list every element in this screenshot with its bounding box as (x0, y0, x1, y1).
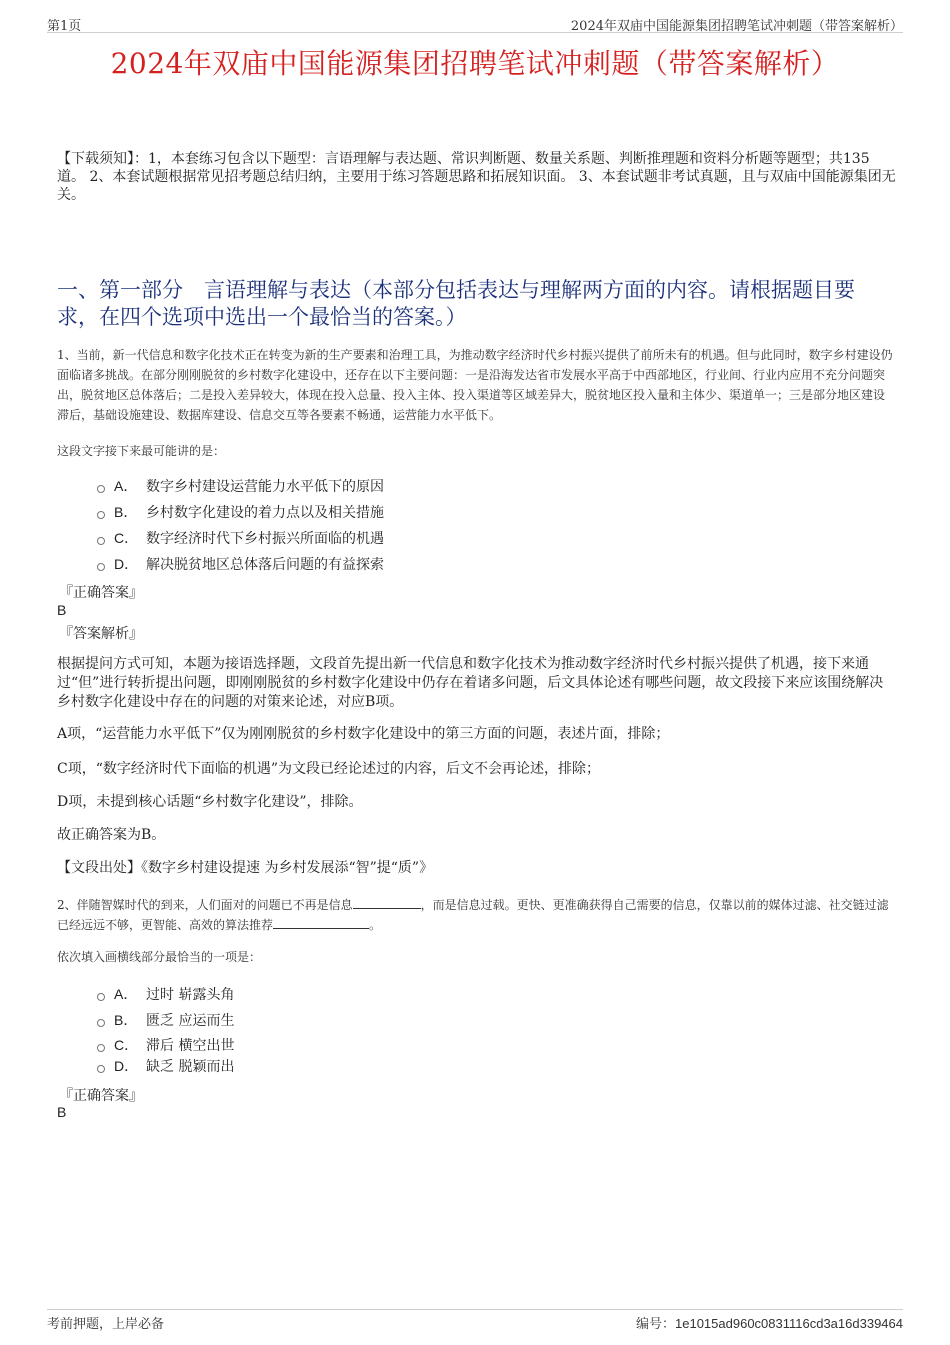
option-letter: C． (114, 1037, 139, 1053)
footer-code-label: 编号： (636, 1317, 676, 1332)
analysis-paragraph: C项，“数字经济时代下面临的机遇”为文段已经论述过的内容，后文不会再论述，排除； (57, 761, 601, 777)
option-letter: D． (114, 1058, 139, 1074)
radio-icon[interactable] (97, 563, 105, 571)
radio-icon[interactable] (97, 511, 105, 519)
footer-slogan: 考前押题，上岸必备 (47, 1317, 165, 1332)
question-1-answer: B (57, 602, 67, 618)
question-1-analysis-label: 『答案解析』 (59, 626, 143, 642)
question-1-option-a[interactable] (97, 476, 384, 496)
option-text: 过时 崭露头角 (146, 987, 235, 1003)
option-letter: B． (114, 1012, 138, 1028)
question-1-stem: 1、当前，新一代信息和数字化技术正在转变为新的生产要素和治理工具，为推动数字经济时代乡村振兴提供了前所未有的机遇。但与此同时，数字乡村建设仍面临诸多挑战。在部分刚刚脱贫的乡村数字化建设中，还存在以下主要问题：一是沿海发达省市发展水平高于中西部地区，行业间、行业内应用不充分问题突出，脱贫地区总体落后；二是投入差异较大，体现在投入总量、投入主体、投入渠道等区域差异大，脱贫地区投入量和主体少、渠道单一；三是部分地区建设滞后，基础设施建设、数据库建设、信息交互等各要素不畅通，运营能力水平低下。 (57, 348, 893, 422)
question-2-prompt: 依次填入画横线部分最恰当的一项是： (57, 950, 262, 964)
question-2-stem-part: 2、伴随智媒时代的到来，人们面对的问题已不再是信息 (57, 898, 353, 912)
question-2-option-c[interactable] (97, 1035, 234, 1055)
option-text: 解决脱贫地区总体落后问题的有益探索 (146, 557, 384, 573)
radio-icon[interactable] (97, 485, 105, 493)
question-1-option-c[interactable] (97, 528, 384, 548)
analysis-paragraph: 故正确答案为B。 (57, 827, 166, 843)
option-text: 乡村数字化建设的着力点以及相关措施 (146, 505, 384, 521)
option-text: 数字经济时代下乡村振兴所面临的机遇 (146, 531, 384, 547)
download-notice: 【下载须知】：1，本套练习包含以下题型：言语理解与表达题、常识判断题、数量关系题、判断推理题和资料分析题等题型；共135道。 2、本套试题根据常见招考题总结归纳，主要用于练习答题思路和拓展知识面。 3、本套试题非考试真题，且与双庙中国能源集团无关。 (57, 151, 896, 203)
question-2-answer-label: 『正确答案』 (59, 1088, 143, 1104)
option-text: 缺乏 脱颖而出 (146, 1059, 235, 1075)
option-text: 数字乡村建设运营能力水平低下的原因 (146, 479, 384, 495)
analysis-paragraph: 根据提问方式可知，本题为接语选择题，文段首先提出新一代信息和数字化技术为推动数字经济时代乡村振兴提供了机遇，接下来通过“但”进行转折提出问题，即刚刚脱贫的乡村数字化建设中仍存在着诸多问题，后文具体论述有哪些问题，故文段接下来应该围绕解决乡村数字化建设中存在的问题的对策来论述，对应B项。 (57, 656, 884, 710)
page-title: 2024年双庙中国能源集团招聘笔试冲刺题（带答案解析） (110, 47, 840, 80)
radio-icon[interactable] (97, 1019, 105, 1027)
question-2-answer: B (57, 1104, 67, 1120)
fill-blank (273, 916, 369, 929)
radio-icon[interactable] (97, 993, 105, 1001)
question-2-option-d[interactable] (97, 1056, 234, 1076)
question-2-stem-part: ，而是信息过载。更快、更准确获得自己需要的信息，仅靠以前的媒体过滤、社交链过滤已经远远不够，更智能、高效的算法推荐 (57, 898, 889, 932)
footer-divider (47, 1309, 903, 1310)
question-1-answer-label: 『正确答案』 (59, 585, 143, 601)
option-letter: D． (114, 556, 139, 572)
question-2-stem (57, 895, 893, 935)
source-citation: 【文段出处】《数字乡村建设提速 为乡村发展添“智”提“质”》 (57, 860, 434, 876)
fill-blank (353, 896, 421, 909)
question-1-option-b[interactable] (97, 502, 384, 522)
option-text: 滞后 横空出世 (146, 1038, 235, 1054)
option-text: 匮乏 应运而生 (146, 1013, 235, 1029)
radio-icon[interactable] (97, 537, 105, 545)
radio-icon[interactable] (97, 1065, 105, 1073)
radio-icon[interactable] (97, 1044, 105, 1052)
analysis-paragraph: D项，未提到核心话题“乡村数字化建设”，排除。 (57, 794, 363, 810)
option-letter: B． (114, 504, 138, 520)
option-letter: C． (114, 530, 139, 546)
question-2-option-b[interactable] (97, 1010, 234, 1030)
section-heading: 一、第一部分 言语理解与表达（本部分包括表达与理解两方面的内容。请根据题目要求，在四个选项中选出一个最恰当的答案。） (57, 278, 855, 329)
footer-code (636, 1313, 903, 1332)
header-doc-title: 2024年双庙中国能源集团招聘笔试冲刺题（带答案解析） (570, 19, 903, 34)
analysis-paragraph: A项，“运营能力水平低下”仅为刚刚脱贫的乡村数字化建设中的第三方面的问题，表述片面，排除； (57, 726, 670, 742)
header-divider (47, 32, 903, 33)
page-number: 第1页 (47, 19, 82, 34)
question-2-stem-part: 。 (369, 918, 382, 932)
option-letter: A． (114, 986, 138, 1002)
footer-code-value: 1e1015ad960c0831116cd3a16d339464 (675, 1316, 903, 1331)
question-1-option-d[interactable] (97, 554, 384, 574)
question-2-option-a[interactable] (97, 984, 234, 1004)
question-1-prompt: 这段文字接下来最可能讲的是： (57, 444, 226, 458)
option-letter: A． (114, 478, 138, 494)
